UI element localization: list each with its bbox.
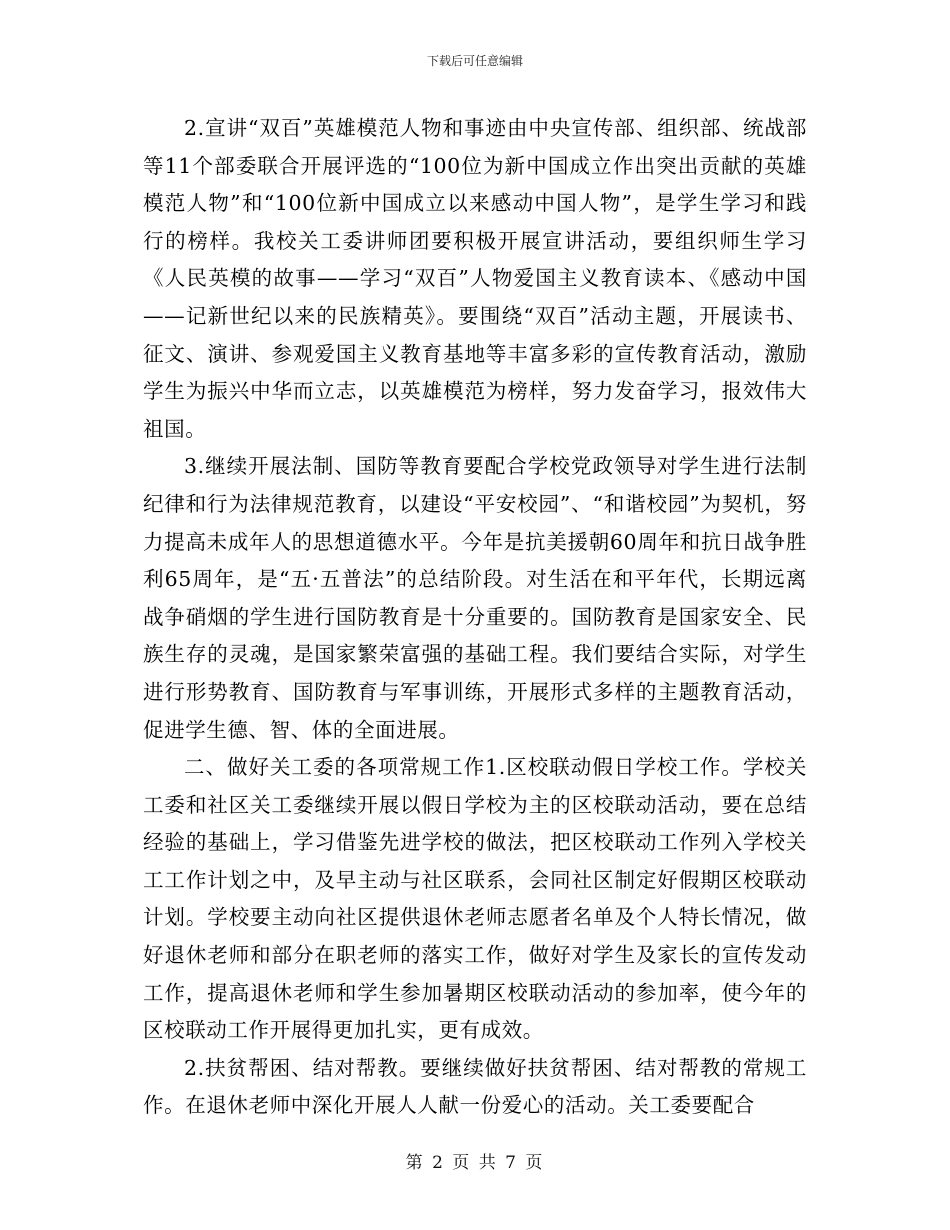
footer-total-pages: 7 — [505, 1153, 518, 1173]
page-header-note: 下载后可任意编辑 — [426, 54, 523, 68]
footer-current-page: 2 — [432, 1153, 445, 1173]
paragraph-legal-defense-education: 3.继续开展法制、国防等教育要配合学校党政领导对学生进行法制纪律和行为法律规范教育，以建设“平安校园”、“和谐校园”为契机，努力提高未成年人的思想道德水平。今年是抗美援朝60周年和抗日战争胜利65周年，是“五·五普法”的总结阶段。对生活在和平年代，长期远离战争硝烟的学生进行国防教育是十分重要的。国防教育是国家安全、民族生存的灵魂，是国家繁荣富强的基础工程。我们要结合实际，对学生进行形势教育、国防教育与军事训练，开展形式多样的主题教育活动，促进学生德、智、体的全面进展。 — [143, 454, 807, 742]
footer-middle: 页 共 — [452, 1153, 498, 1173]
footer-suffix: 页 — [525, 1153, 545, 1173]
paragraph-propaganda-heroes: 2.宣讲“双百”英雄模范人物和事迹由中央宣传部、组织部、统战部等11个部委联合开展评选的“100位为新中国成立作出突出贡献的英雄模范人物”和“100位新中国成立以来感动中国人物”，是学生学习和践行的榜样。我校关工委讲师团要积极开展宣讲活动，要组织师生学习《人民英模的故事——学习“双百”人物爱国主义教育读本、《感动中国——记新世纪以来的民族精英》。要围绕“双百”活动主题，开展读书、征文、演讲、参观爱国主义教育基地等丰富多彩的宣传教育活动，激励学生为振兴中华而立志，以英雄模范为榜样，努力发奋学习，报效伟大祖国。 — [143, 116, 807, 441]
paragraph-routine-work: 二、做好关工委的各项常规工作1.区校联动假日学校工作。学校关工委和社区关工委继续开展以假日学校为主的区校联动活动，要在总结经验的基础上，学习借鉴先进学校的做法，把区校联动工作列入学校关工工作计划之中，及早主动与社区联系，会同社区制定好假期区校联动计划。学校要主动向社区提供退休老师志愿者名单及个人特长情况，做好退休老师和部分在职老师的落实工作，做好对学生及家长的宣传发动工作，提高退休老师和学生参加暑期区校联动活动的参加率，使今年的区校联动工作开展得更加扎实，更有成效。 — [143, 755, 807, 1043]
footer-prefix: 第 — [405, 1153, 425, 1173]
document-body — [143, 110, 807, 1125]
page-number-footer — [0, 1152, 950, 1174]
paragraph-poverty-assistance: 2.扶贫帮困、结对帮教。要继续做好扶贫帮困、结对帮教的常规工作。在退休老师中深化开展人人献一份爱心的活动。关工委要配合 — [143, 1055, 807, 1118]
